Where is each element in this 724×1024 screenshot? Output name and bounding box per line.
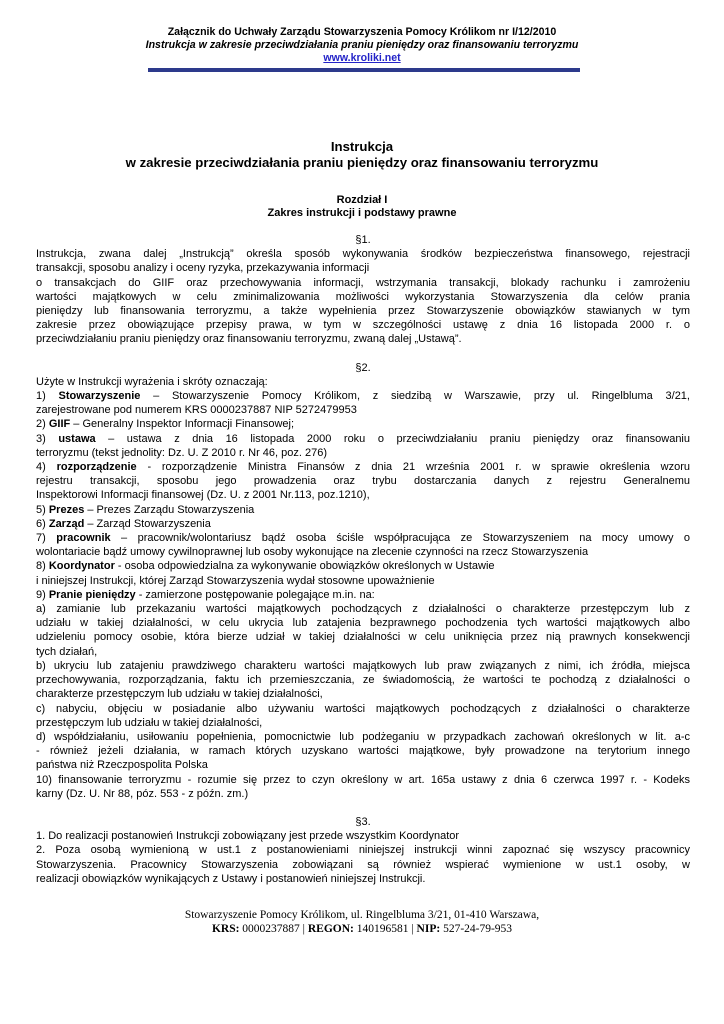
title-line-2: w zakresie przeciwdziałania praniu pieniędzy oraz finansowaniu terroryzmu [125,155,599,170]
definition-continuation: wolontariacie bądź umowy cywilnoprawnej lub osoby wykonujące na zlecenie czynności na rzecz Stowarzyszenia [36,546,589,559]
definition-item: 7) pracownik – pracownik/wolontariusz bądź osoba ściśle współpracująca ze Stowarzyszeniem na mocy umowy o [36,532,690,545]
s1-line: przeciwdziałaniu praniu pieniędzy oraz finansowaniu terroryzmu, zwaną dalej „Ustawą”. [36,333,462,346]
header-subtitle: Instrukcja w zakresie przeciwdziałania praniu pieniędzy oraz finansowaniu terroryzmu [145,39,579,51]
section-2-mark: §2. [355,361,371,374]
definition-item: 8) Koordynator - osoba odpowiedzialna za wykonywanie obowiązków określonych w Ustawie [36,560,495,573]
definition-item: 2) GIIF – Generalny Inspektor Informacji Finansowej; [36,418,295,431]
definition-continuation: zarejestrowane pod numerem KRS 0000237887 NIP 5272479953 [36,404,357,417]
header-divider [148,68,580,72]
definition-item: 10) finansowanie terroryzmu - rozumie się przez to czyn określony w art. 165a ustawy z dnia 6 czerwca 1997 r. - Kodeks [36,773,690,786]
subitem-line: udzieleniu pomocy osobie, która bierze udział w takiej działalności w celu uniknięcia przez nią prawnych konsekwencji [36,631,690,644]
chapter-heading [0,194,724,220]
definition-continuation: rejestru transakcji, sposobu jego prowadzenia oraz trybu dostarczania danych z rejestru Generalnemu [36,475,690,488]
definition-item: 3) ustawa – ustawa z dnia 16 listopada 2000 roku o przeciwdziałaniu praniu pieniędzy oraz finansowaniu [36,432,690,445]
s3-line: 1. Do realizacji postanowień Instrukcji zobowiązany jest przede wszystkim Koordynator [36,830,460,843]
definition-continuation: terroryzmu (tekst jednolity: Dz. U. Z 2010 r. Nr 46, poz. 276) [36,446,327,459]
page-header [0,26,724,65]
subitem-line: udziału w takiej działalności, w celu ukrycia lub zatajenia bezprawnego pochodzenia tych wartości majątkowych albo [36,617,690,630]
subitem-line: c) nabyciu, objęciu w posiadanie albo używaniu wartości majątkowych pochodzących z działalności o charakterze [36,702,690,715]
footer-address: Stowarzyszenie Pomocy Królikom, ul. Ringelbluma 3/21, 01-410 Warszawa, [184,909,540,921]
s1-line: zakresie przez obowiązujące przepisy prawa, w tym w szczególności ustawę z dnia 16 listopada 2000 r. o [36,319,690,332]
definition-item: 4) rozporządzenie - rozporządzenie Ministra Finansów z dnia 21 września 2001 r. w sprawie określenia wzoru [36,461,691,474]
chapter-subtitle: Zakres instrukcji i podstawy prawne [267,207,457,219]
header-website-link[interactable]: www.kroliki.net [323,52,401,64]
subitem-line: - również jeżeli działania, w ramach których uzyskano wartości majątkowe, były prowadzone na terytorium innego [36,745,690,758]
subitem-line: przestępczym lub udziału w takiej działalności, [36,716,263,729]
title-line-1: Instrukcja [330,139,394,154]
section-3-mark: §3. [355,815,371,828]
s2-intro: Użyte w Instrukcji wyrażenia i skróty oznaczają: [36,375,268,388]
subitem-line: przechowywania, rozporządzania, faktu ich przemieszczania, ze świadomością, że wartości te pochodzą z działalności o [36,674,690,687]
subitem-line: a) zamianie lub przekazaniu wartości majątkowych pochodzących z działalności o charakterze przestępczym lub z [36,603,690,616]
subitem-line: charakterze przestępczym lub udziału w takiej działalności, [36,688,323,701]
s1-line: wartości majątkowych w celu zminimalizowania możliwości wykorzystania Stowarzyszenia dla celów prania [36,290,690,303]
definition-continuation: Inspektorowi Informacji finansowej (Dz. U. z 2001 Nr.113, poz.1210), [36,489,370,502]
footer-registry: KRS: 0000237887 | REGON: 140196581 | NIP: 527-24-79-953 [211,923,513,935]
s1-line: transakcji, sposobu analizy i oceny ryzyka, przekazywania informacji [36,262,370,275]
header-annex-line: Załącznik do Uchwały Zarządu Stowarzyszenia Pomocy Królikom nr I/12/2010 [167,26,557,38]
definition-item: 5) Prezes – Prezes Zarządu Stowarzyszenia [36,503,255,516]
subitem-line: b) ukryciu lub zatajeniu prawdziwego charakteru wartości majątkowych lub praw związanych z nimi, ich źródła, miejsca [36,659,690,672]
document-title [0,139,724,171]
page-footer [0,908,724,936]
definition-item: 6) Zarząd – Zarząd Stowarzyszenia [36,517,211,530]
definition-item: 1) Stowarzyszenie – Stowarzyszenie Pomocy Królikom, z siedzibą w Warszawie, przy ul. Ringelbluma 3/21, [36,390,690,403]
definition-item: 9) Pranie pieniędzy - zamierzone postępowanie polegające m.in. na: [36,588,375,601]
section-1-mark: §1. [355,234,371,246]
s1-line: pieniędzy lub finansowania terroryzmu, a także wypełnienia przez Stowarzyszenie obowiązków stawianych w tym [36,305,690,318]
s1-line: o transakcjach do GIIF oraz przechowywania informacji, wstrzymania transakcji, blokady rachunku i zamrożeniu [36,276,690,289]
subitem-line: tych działań, [36,645,98,658]
subitem-line: państwa niż Rzeczpospolita Polska [36,759,208,772]
subitem-line: d) współdziałaniu, usiłowaniu popełnienia, pomocnictwie lub podżeganiu w przypadkach zachowań określonych w lit. a-c [36,730,690,743]
s3-line: realizacji obowiązków wynikających z Ustawy i postanowień niniejszej Instrukcji. [36,872,426,885]
s3-line: 2. Poza osobą wymienioną w ust.1 z postanowieniami niniejszej instrukcji winni zapoznać się wszyscy pracownicy [36,844,690,857]
s1-line: Instrukcja, zwana dalej „Instrukcją” określa sposób wykonywania środków bezpieczeństwa finansowego, rejestracji [36,248,690,261]
s3-line: Stowarzyszenia. Pracownicy Stowarzyszenia zobowiązani są również wspierać wymienione w ust.1 osoby, w [36,858,690,871]
definition-continuation: karny (Dz. U. Nr 88, póz. 553 - z późn. zm.) [36,787,249,800]
definition-continuation: i niniejszej Instrukcji, której Zarząd Stowarzyszenia wydał stosowne upoważnienie [36,574,435,587]
chapter-label: Rozdział I [336,194,388,206]
document-body [36,233,690,886]
